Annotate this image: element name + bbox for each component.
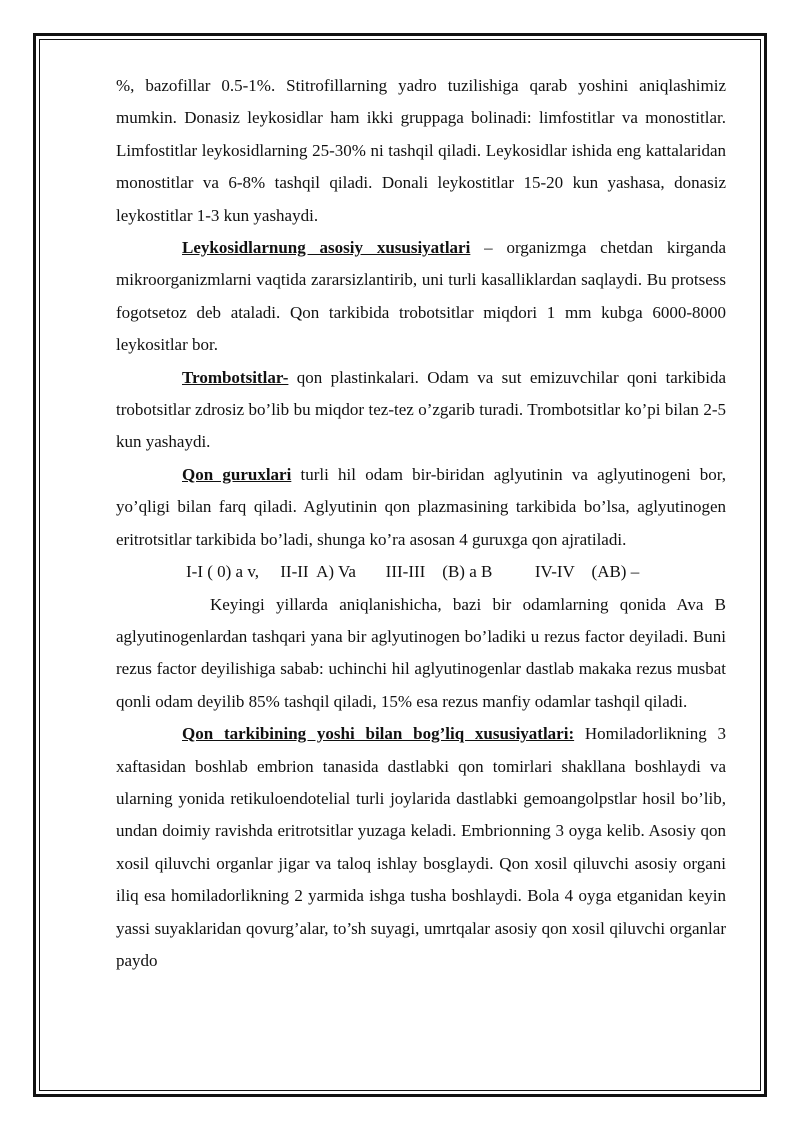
document-body — [116, 70, 726, 977]
paragraph-leukocyte-properties — [116, 232, 726, 362]
text-leukocyte-properties: – organizmga chetdan kirganda mikroorganizmlarni vaqtida zararsizlantirib, uni turli kasalliklardan saqlaydi. Bu protsess fogotsetoz deb ataladi. Qon tarkibida trobotsitlar miqdori 1 mm kubga 6000-8000 leykositlar bor. — [116, 238, 726, 355]
heading-leukocyte-properties: Leykosidlarnung asosiy xususiyatlari — [182, 238, 471, 258]
paragraph-blood-groups — [116, 459, 726, 556]
heading-age-properties: Qon tarkibining yoshi bilan bog’liq xususiyatlari: — [182, 724, 575, 744]
text-age-properties: Homiladorlikning 3 xaftasidan boshlab embrion tanasida dastlabki qon tomirlari shakllana boshlaydi va ularning yonida retikuloendotelial turli joylarida dastlabki gemoangolpstlar hosil bo’lib, undan doimiy ravishda eritrotsitlar yuzaga keladi. Embrionning 3 oyga kelib. Asosiy qon xosil qiluvchi organlar jigar va taloq ishlay bosglaydi. Qon xosil qiluvchi asosiy organi iliq esa homiladorlikning 2 yarmida ishga tusha boshlaydi. Bola 4 oyga etganidan keyin yassi suyaklaridan qovurg’alar, to’sh suyagi, umrtqalar asosiy qon xosil qiluvchi organlar paydo — [116, 724, 727, 970]
paragraph-leukocytes-continued: %, bazofillar 0.5-1%. Stitrofillarning yadro tuzilishiga qarab yoshini aniqlashimiz mumkin. Donasiz leykosidlar ham ikki gruppaga bolinadi: limfostitlar va monostitlar. Limfostitlar leykosidlarning 25-30% ni tashqil qiladi. Leykosidlar ishida eng kattalaridan monostitlar va 6-8% tashqil qiladi. Donali leykostitlar 15-20 kun yashasa, donasiz leykostitlar 1-3 kun yashaydi. — [116, 76, 726, 225]
heading-thrombocytes: Trombotsitlar- — [182, 367, 289, 387]
text-thrombocytes: qon plastinkalari. Odam va sut emizuvchilar qoni tarkibida trobotsitlar zdrosiz bo’lib bu miqdor tez-tez o’zgarib turadi. Trombotsitlar ko’pi bilan 2-5 kun yashaydi. — [116, 367, 726, 452]
heading-blood-groups: Qon guruxlari — [182, 464, 292, 484]
paragraph-thrombocytes — [116, 362, 726, 459]
text-blood-groups: turli hil odam bir-biridan aglyutinin va aglyutinogeni bor, yo’qligi bilan farq qiladi. Aglyutinin qon plazmasining tarkibida bo’lsa, aglyutinogen eritrotsitlar tarkibida bo’ladi, shunga ko’ra asosan 4 guruxga qon ajratiladi. — [116, 464, 726, 549]
paragraph-age-properties — [116, 718, 726, 977]
paragraph-rhesus-factor: Keyingi yillarda aniqlanishicha, bazi bir odamlarning qonida Ava B aglyutinogenlardan tashqari yana bir aglyutinogen bo’ladiki u rezus factor deyiladi. Buni rezus factor deyilishiga sabab: uchinchi hil aglyutinogenlar dastlab makaka rezus musbat qonli odam deyilib 85% tashqil qiladi, 15% esa rezus manfiy odamlar tashqil qiladi. — [116, 594, 726, 711]
blood-groups-list: I-I ( 0) a v, II-II A) Va III-III (B) a B IV-IV (AB) – — [186, 562, 640, 582]
